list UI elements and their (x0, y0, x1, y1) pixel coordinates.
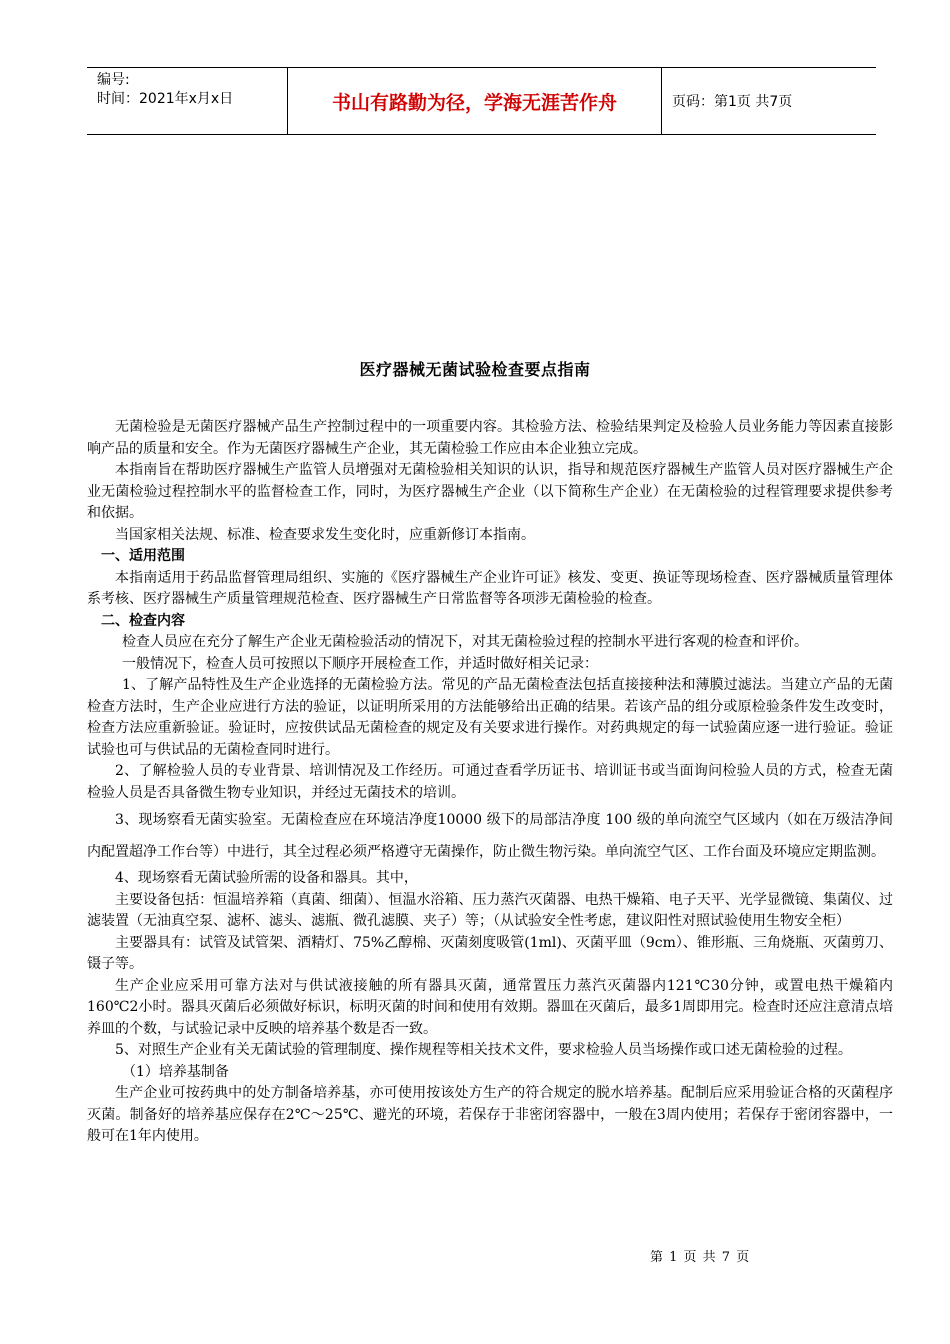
subsection-heading: （1）培养基制备 (122, 1063, 229, 1080)
paragraph: 本指南适用于药品监督管理局组织、实施的《医疗器械生产企业许可证》核发、变更、换证等现场检查、医疗器械质量管理体系考核、医疗器械生产质量管理规范检查、医疗器械生产日常监督等各项涉无菌检验的检查。 (87, 569, 893, 607)
paragraph: 5、对照生产企业有关无菌试验的管理制度、操作规程等相关技术文件，要求检验人员当场操作或口述无菌检验的过程。 (115, 1042, 852, 1058)
paragraph: 1、了解产品特性及生产企业选择的无菌检验方法。常见的产品无菌检查法包括直接接种法和薄膜过滤法。当建立产品的无菌检查方法时，生产企业应进行方法的验证，以证明所采用的方法能够给出正确的结果。若该产品的组分或原检验条件发生改变时，检查方法应重新验证。验证时，应按供试品无菌检查的规定及有关要求进行操作。对药典规定的每一试验菌应逐一进行验证。验证试验也可与供试品的无菌检查同时进行。 (87, 677, 893, 758)
section-heading-content: 二、检查内容 (101, 612, 185, 629)
paragraph: 主要设备包括：恒温培养箱（真菌、细菌）、恒温水浴箱、压力蒸汽灭菌器、电热干燥箱、电子天平、光学显微镜、集菌仪、过滤装置（无油真空泵、滤杯、滤头、滤瓶、微孔滤膜、夹子）等；（从试验安全性考虑，建议阳性对照试验使用生物安全柜） (87, 891, 893, 929)
paragraph: 生产企业可按药典中的处方制备培养基，亦可使用按该处方生产的符合规定的脱水培养基。配制后应采用验证合格的灭菌程序灭菌。制备好的培养基应保存在2℃～25℃、避光的环境，若保存于非密闭容器中，一般在3周内使用；若保存于密闭容器中，一般可在1年内使用。 (87, 1085, 893, 1144)
document-body (87, 417, 893, 1148)
paragraph: 一般情况下，检查人员可按照以下顺序开展检查工作，并适时做好相关记录： (122, 655, 598, 672)
page-footer: 第 1 页 共 7 页 (650, 1250, 751, 1265)
paragraph: 无菌检验是无菌医疗器械产品生产控制过程中的一项重要内容。其检验方法、检验结果判定及检验人员业务能力等因素直接影响产品的质量和安全。作为无菌医疗器械生产企业，其无菌检验工作应由本企业独立完成。 (87, 419, 893, 457)
paragraph: 生产企业应采用可靠方法对与供试液接触的所有器具灭菌，通常置压力蒸汽灭菌器内121℃30分钟，或置电热干燥箱内160℃2小时。器具灭菌后必须做好标识，标明灭菌的时间和使用有效期。器皿在灭菌后，最多1周即用完。检查时还应注意清点培养皿的个数，与试验记录中反映的培养基个数是否一致。 (87, 977, 893, 1037)
header-meta (87, 68, 287, 134)
paragraph: 2、了解检验人员的专业背景、培训情况及工作经历。可通过查看学历证书、培训证书或当面询问检验人员的方式，检查无菌检验人员是否具备微生物专业知识，并经过无菌技术的培训。 (87, 763, 893, 801)
document-time-label: 时间：2021年x月x日 (97, 91, 234, 107)
section-heading-scope: 一、适用范围 (101, 548, 185, 564)
paragraph: 当国家相关法规、标准、检查要求发生变化时，应重新修订本指南。 (115, 526, 535, 543)
header-slogan: 书山有路勤为径，学海无涯苦作舟 (287, 68, 662, 134)
page-header (87, 67, 876, 135)
paragraph: 本指南旨在帮助医疗器械生产监管人员增强对无菌检验相关知识的认识，指导和规范医疗器械生产监管人员对医疗器械生产企业无菌检验过程控制水平的监督检查工作，同时，为医疗器械生产企业（以下简称生产企业）在无菌检验的过程管理要求提供参考和依据。 (87, 462, 893, 521)
paragraph: 4、现场察看无菌试验所需的设备和器具。其中， (115, 870, 418, 886)
header-page-number: 页码：第1页 共7页 (672, 94, 793, 110)
paragraph: 检查人员应在充分了解生产企业无菌检验活动的情况下，对其无菌检验过程的控制水平进行客观的检查和评价。 (122, 634, 808, 650)
paragraph: 主要器具有：试管及试管架、酒精灯、75%乙醇棉、灭菌刻度吸管(1ml)、灭菌平皿（9cm）、锥形瓶、三角烧瓶、灭菌剪刀、镊子等。 (87, 934, 893, 972)
document-title: 医疗器械无菌试验检查要点指南 (359, 360, 591, 379)
document-number-label: 编号: (97, 72, 130, 88)
paragraph: 3、现场察看无菌实验室。无菌检查应在环境洁净度10000 级下的局部洁净度 100 级的单向流空气区域内（如在万级洁净间内配置超净工作台等）中进行，其全过程必须严格遵守无菌操作，防止微生物污染。单向流空气区、工作台面及环境应定期监测。 (87, 812, 893, 860)
